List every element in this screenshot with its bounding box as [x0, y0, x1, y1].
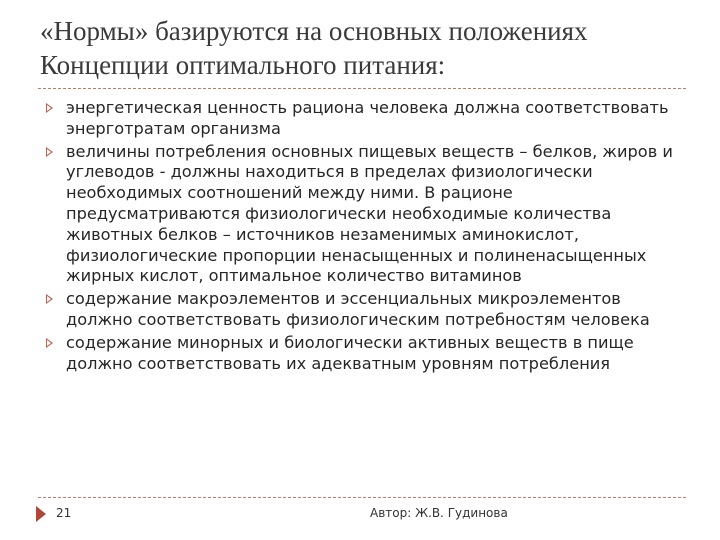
footer-divider — [38, 497, 686, 498]
bullet-text: содержание минорных и биологически активных веществ в пище должно соответствовать их адекватным уровням потребления — [66, 332, 634, 373]
page-number: 21 — [56, 506, 72, 520]
bullet-item — [40, 289, 690, 331]
triangle-bullet-icon — [46, 147, 53, 157]
bullet-item — [40, 98, 690, 140]
title-divider — [38, 88, 686, 89]
footer-author: Автор: Ж.В. Гудинова — [370, 506, 508, 520]
bullet-list — [40, 98, 690, 376]
triangle-bullet-icon — [46, 103, 53, 113]
bullet-item — [40, 333, 690, 375]
footer-marker-icon — [36, 506, 46, 522]
slide-title: «Нормы» базируются на основных положениях Концепции оптимального питания: — [40, 16, 588, 80]
bullet-text: величины потребления основных пищевых веществ – белков, жиров и углеводов - должны находиться в пределах физиологически необходимых соотношений между ними. В рационе предусматриваются физиологически необходимые количества животных белков – источников незаменимых аминокислот, физиологические пропорции ненасыщенных и полиненасыщенных жирных кислот, оптимальное количество витаминов — [66, 141, 673, 286]
triangle-bullet-icon — [46, 338, 53, 348]
triangle-bullet-icon — [46, 294, 53, 304]
bullet-text: содержание макроэлементов и эссенциальных микроэлементов должно соответствовать физиологическим потребностям человека — [66, 289, 650, 329]
bullet-text: энергетическая ценность рациона человека должна соответствовать энерготратам организма — [66, 98, 669, 138]
bullet-item — [40, 142, 690, 288]
